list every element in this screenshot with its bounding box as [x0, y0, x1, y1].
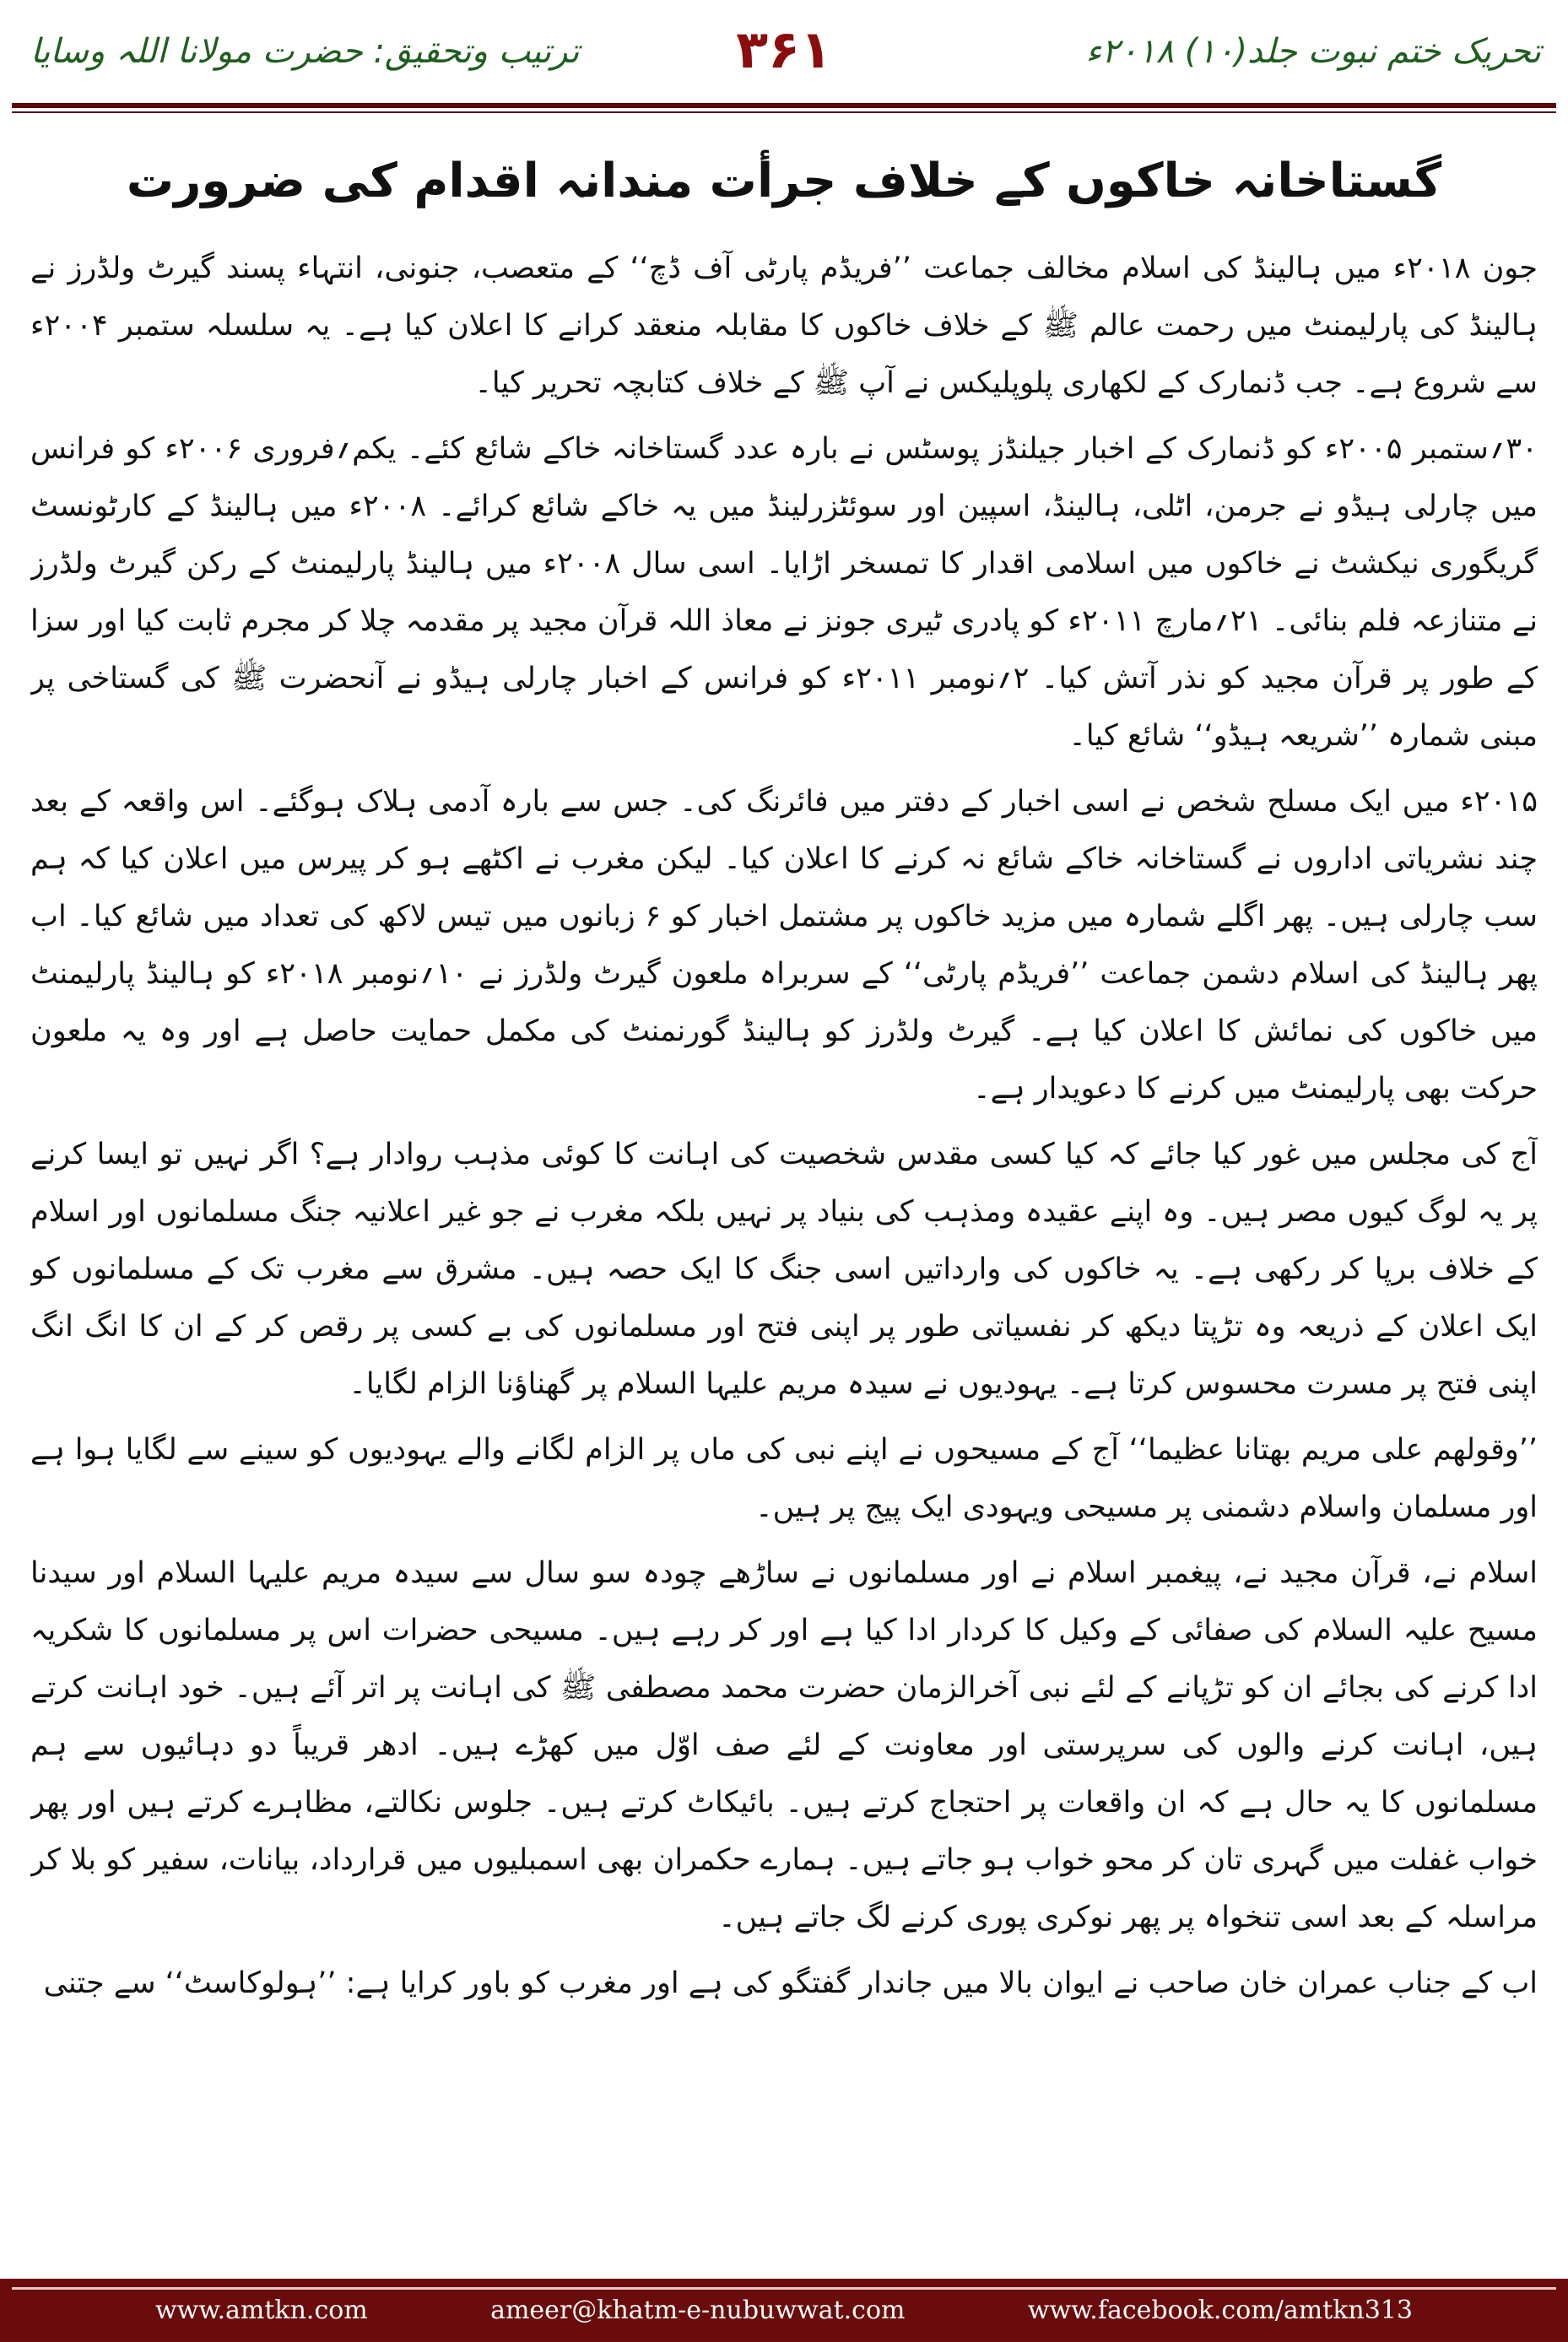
- facebook-link[interactable]: www.facebook.com/amtkn313: [1027, 2296, 1413, 2325]
- paragraph-5-quran-quote: ’’وقولھم علی مریم بھتانا عظیما‘‘ آج کے مسیحوں نے اپنے نبی کی ماں پر الزام لگانے والے یہودیوں کو سینے سے لگایا ہوا ہے اور مسلمان واسلام دشمنی پر مسیحی ویہودی ایک پیج پر ہیں۔: [30, 1433, 1538, 1524]
- paragraph-7: اب کے جناب عمران خان صاحب نے ایوان بالا میں جاندار گفتگو کی ہے اور مغرب کو باور کرایا ہے: ’’ہولوکاسٹ‘‘ سے جتنی: [43, 1966, 1538, 2000]
- page-number: ۳۶۱: [736, 19, 832, 80]
- compiler-credit: ترتیب وتحقیق: حضرت مولانا اللہ وسایا: [30, 32, 580, 71]
- paragraph-1: جون ۲۰۱۸ء میں ہالینڈ کی اسلام مخالف جماعت ’’فریڈم پارٹی آف ڈچ‘‘ کے متعصب، جنونی، انتہاء پسند گیرٹ ولڈرز نے ہالینڈ کی پارلیمنٹ میں رحمت عالم ﷺ کے خلاف خاکوں کا مقابلہ منعقد کرانے کا اعلان کیا ہے۔ یہ سلسلہ ستمبر ۲۰۰۴ء سے شروع ہے۔ جب ڈنمارک کے لکھاری پلوپلیکس نے آپ ﷺ کے خلاف کتابچہ تحریر کیا۔: [30, 252, 1538, 400]
- page-footer: [0, 2279, 1568, 2342]
- article-title: گستاخانہ خاکوں کے خلاف جرأت مندانہ اقدام کی ضرورت: [126, 154, 1442, 208]
- paragraph-4: آج کی مجلس میں غور کیا جائے کہ کیا کسی مقدس شخصیت کی اہانت کا کوئی مذہب روادار ہے؟ اگر نہیں تو ایسا کرنے پر یہ لوگ کیوں مصر ہیں۔ وہ اپنے عقیدہ ومذہب کی بنیاد پر نہیں بلکہ مغرب نے جو غیر اعلانیہ جنگ مسلمانوں اور اسلام کے خلاف برپا کر رکھی ہے۔ یہ خاکوں کی وارداتیں اسی جنگ کا ایک حصہ ہیں۔ مشرق سے مغرب تک کے مسلمانوں کو ایک اعلان کے ذریعہ وہ تڑپتا دیکھ کر نفسیاتی طور پر اپنی فتح اور مسلمانوں کی بے کسی پر رقص کر کے ان کا انگ انگ اپنی فتح پر مسرت محسوس کرتا ہے۔ یہودیوں نے سیدہ مریم علیہا السلام پر گھناؤنا الزام لگایا۔: [30, 1138, 1538, 1401]
- paragraph-6: اسلام نے، قرآن مجید نے، پیغمبر اسلام نے اور مسلمانوں نے ساڑھے چودہ سو سال سے سیدہ مریم علیہا السلام اور سیدنا مسیح علیہ السلام کی صفائی کے وکیل کا کردار ادا کیا ہے اور کر رہے ہیں۔ مسیحی حضرات اس پر مسلمانوں کا شکریہ ادا کرنے کی بجائے ان کو تڑپانے کے لئے نبی آخرالزمان حضرت محمد مصطفی ﷺ کی اہانت پر اتر آئے ہیں۔ خود اہانت کرتے ہیں، اہانت کرنے والوں کی سرپرستی اور معاونت کے لئے صف اوّل میں کھڑے ہیں۔ ادھر قریباً دو دہائیوں سے ہم مسلمانوں کا یہ حال ہے کہ ان واقعات پر احتجاج کرتے ہیں۔ بائیکاٹ کرتے ہیں۔ جلوس نکالتے، مظاہرے کرتے ہیں اور پھر خواب غفلت میں گہری تان کر محو خواب ہو جاتے ہیں۔ ہمارے حکمران بھی اسمبلیوں میں قرارداد، بیانات، سفیر کو بلا کر مراسلہ کے بعد اسی تنخواہ پر پھر نوکری پوری کرنے لگ جاتے ہیں۔: [30, 1556, 1538, 1934]
- paragraph-2: ۳۰؍ستمبر ۲۰۰۵ء کو ڈنمارک کے اخبار جیلنڈز پوسٹس نے بارہ عدد گستاخانہ خاکے شائع کئے۔ یکم؍فروری ۲۰۰۶ء کو فرانس میں چارلی ہیڈو نے جرمن، اٹلی، ہالینڈ، اسپین اور سوئٹزرلینڈ میں یہ خاکے شائع کرائے۔ ۲۰۰۸ء میں ہالینڈ کے کارٹونسٹ گریگوری نیکشٹ نے خاکوں میں اسلامی اقدار کا تمسخر اڑایا۔ اسی سال ۲۰۰۸ء میں ہالینڈ پارلیمنٹ کے رکن گیرٹ ولڈرز نے متنازعہ فلم بنائی۔ ۲۱؍مارچ ۲۰۱۱ء کو پادری ٹیری جونز نے معاذ اللہ قرآن مجید پر مقدمہ چلا کر مجرم ثابت کیا اور سزا کے طور پر قرآن مجید کو نذر آتش کیا۔ ۲؍نومبر ۲۰۱۱ء کو فرانس کے اخبار چارلی ہیڈو نے آنحضرت ﷺ کی گستاخی پر مبنی شمارہ ’’شریعہ ہیڈو‘‘ شائع کیا۔: [30, 432, 1538, 753]
- email-link[interactable]: ameer@khatm-e-nubuwwat.com: [490, 2296, 906, 2325]
- header-divider: [12, 103, 1556, 108]
- paragraph-3: ۲۰۱۵ء میں ایک مسلح شخص نے اسی اخبار کے دفتر میں فائرنگ کی۔ جس سے بارہ آدمی ہلاک ہوگئے۔ اس واقعہ کے بعد چند نشریاتی اداروں نے گستاخانہ خاکے شائع نہ کرنے کا اعلان کیا۔ لیکن مغرب نے اکٹھے ہو کر پیرس میں اعلان کیا کہ ہم سب چارلی ہیں۔ پھر اگلے شمارہ میں مزید خاکوں پر مشتمل اخبار کو ۶ زبانوں میں تیس لاکھ کی تعداد میں شائع کیا۔ اب پھر ہالینڈ کی اسلام دشمن جماعت ’’فریڈم پارٹی‘‘ کے سربراہ ملعون گیرٹ ولڈرز نے ۱۰؍نومبر ۲۰۱۸ء کو ہالینڈ پارلیمنٹ میں خاکوں کی نمائش کا اعلان کیا ہے۔ گیرٹ ولڈرز کو ہالینڈ گورنمنٹ کی مکمل حمایت حاصل ہے اور وہ یہ ملعون حرکت بھی پارلیمنٹ میں کرنے کا دعویدار ہے۔: [30, 785, 1538, 1106]
- article-body: [30, 127, 1538, 2228]
- footer-links: [12, 2287, 1556, 2331]
- website-link[interactable]: www.amtkn.com: [155, 2296, 368, 2325]
- header-divider-thin: [12, 111, 1556, 113]
- book-title: تحریک ختم نبوت جلد(۱۰) ۲۰۱۸ء: [1085, 32, 1541, 71]
- page-header: [0, 0, 1568, 110]
